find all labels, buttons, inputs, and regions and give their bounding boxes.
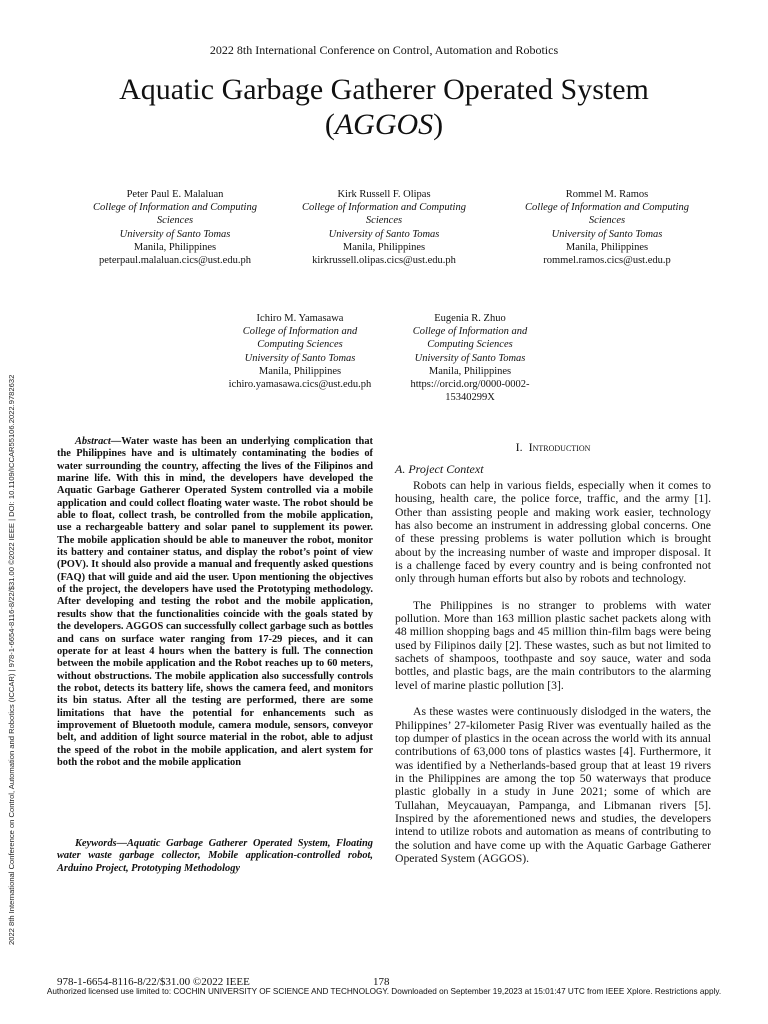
subsection-heading: A. Project Context: [395, 462, 484, 476]
doi-sidebar: 2022 8th International Conference on Control, Automation and Robotics (ICCAR) | 978-1-6654-8116-8/22/$31.00 ©2022 IEEE | DOI: 10.1109/ICCAR55106.2022.9782632: [7, 374, 16, 945]
author-email[interactable]: kirkrussell.olipas.cics@ust.edu.ph: [312, 255, 456, 267]
author-name: Peter Paul E. Malaluan: [126, 189, 224, 200]
keywords: Keywords—Aquatic Garbage Gatherer Operated System, Floating water waste garbage collector, Mobile application-controlled robot, Arduino Project, Prototyping Methodology: [57, 838, 373, 874]
author-email[interactable]: ichiro.yamasawa.cics@ust.edu.ph: [228, 379, 372, 391]
author-block: Peter Paul E. Malaluan College of Information and Computing Sciences University of Santo Tomas Manila, Philippines peterpaul.malaluan.cics@ust.edu.ph: [60, 188, 290, 267]
author-orcid-link[interactable]: https://orcid.org/0000-0002-: [410, 379, 530, 391]
author-block: Eugenia R. Zhuo College of Information and Computing Sciences University of Santo Tomas Manila, Philippines https://orcid.org/0000-0002- 15340299X: [385, 312, 555, 404]
paragraph: Robots can help in various fields, especially when it comes to housing, health care, the police force, traffic, and the army [1]. Other than assisting people and making work easier, technology has also become an instrument in addressing global concerns. One of these pressing problems is water pollution which is brought about by the increasing number of waste and improper disposal. It is a challenge faced by every country and is being confronted not only through human efforts but also by robots and technology.: [395, 479, 711, 586]
conference-name: 2022 8th International Conference on Control, Automation and Robotics: [209, 43, 559, 57]
author-orcid-link-cont[interactable]: 15340299X: [445, 392, 495, 404]
title-acronym: AGGOS: [334, 108, 434, 141]
author-block: Ichiro M. Yamasawa College of Information and Computing Sciences University of Santo Tomas Manila, Philippines ichiro.yamasawa.cics@ust.edu.ph: [215, 312, 385, 391]
title-line-2: (AGGOS): [324, 108, 444, 141]
page-number: 178: [373, 976, 390, 988]
abstract: Abstract—Water waste has been an underlying complication that the Philippines have and is ultimately contaminating the bodies of water surrounding the country, affecting the lives of the Filipinos and marine life. With this in mind, the developers have developed the Aquatic Garbage Gatherer Operated System controlled via a mobile application and could collect floating water waste. The robot should be able to float, collect trash, be controlled from the mobile application, use a rechargeable battery and solar panel to supplement its power. The mobile application should be able to maneuver the robot, monitor its battery and container status, and display the robot’s point of view (POV). It should also provide a manual and frequently asked questions (FAQ) that will guide and aid the user. Upon mentioning the objectives of the project, the developers have used the Prototyping methodology. After developing and testing the robot and the mobile application, results show that the functionalities coincide with the goals stated by the developers. AGGOS can successfully collect garbage such as bottles and cans on surface water ranging from 17-29 pieces, and it can operate for at least 4 hours when the battery is full. The connection between the mobile application and the Robot reaches up to 60 meters, without obstructions. The mobile application also successfully controls the robot, detects its battery life, shows the camera feed, and monitors its bin status. After all the testing are performed, there are some limitations that have the potential for enhancements such as improvement of Bluetooth module, camera module, sensors, conveyor belt, and addition of light source material in the robot, able to adjust the speed of the robot in the mobile application, and alert system for both the robot and the mobile application: [57, 436, 373, 768]
isbn-copyright: 978-1-6654-8116-8/22/$31.00 ©2022 IEEE: [57, 976, 250, 988]
abstract-label: Abstract: [75, 436, 111, 447]
paragraph: As these wastes were continuously dislodged in the waters, the Philippines’ 27-kilometer Pasig River was eventually hailed as the top dumper of plastics in the ocean across the world with its annual contributions of 63,000 tons of plastics wastes [4]. Furthermore, it was identified by a Netherlands-based group that at least 19 rivers in the Philippines are among the top 50 waterways that produce plastic globally in a study in June 2021; some of which are Tullahan, Meycauayan, Pampanga, and Libmanan rivers [5]. Inspired by the aforementioned news and studies, the developers intend to utilize robots and automation as means of contributing to the solution and have come up with the Aquatic Garbage Gatherer Operated System (AGGOS).: [395, 705, 711, 865]
body-text: [395, 479, 711, 878]
author-name: Kirk Russell F. Olipas: [337, 189, 431, 200]
section-heading: I. Introduction: [515, 440, 591, 454]
keywords-text: Aquatic Garbage Gatherer Operated System, Floating water waste garbage collector, Mobile application-controlled robot, Arduino Project, Prototyping Methodology: [57, 838, 373, 874]
author-block: Rommel M. Ramos College of Information and Computing Sciences University of Santo Tomas Manila, Philippines rommel.ramos.cics@ust.edu.p: [492, 188, 722, 267]
abstract-text: Water waste has been an underlying complication that the Philippines have and is ultimately contaminating the bodies of water surrounding the country, affecting the lives of the Filipinos and marine life. With this in mind, the developers have developed the Aquatic Garbage Gatherer Operated System controlled via a mobile application and could collect floating water waste. The robot should be able to float, collect trash, be controlled from the mobile application, use a rechargeable battery and solar panel to supplement its power. The mobile application should be able to maneuver the robot, monitor its battery and container status, and display the robot’s point of view (POV). It should also provide a manual and frequently asked questions (FAQ) that will guide and aid the user. Upon mentioning the objectives of the project, the developers have used the Prototyping methodology. After developing and testing the robot and the mobile application, results show that the functionalities coincide with the goals stated by the developers. AGGOS can successfully collect garbage such as bottles and cans on surface water ranging from 17-29 pieces, and it can operate for at least 4 hours when the battery is full. The connection between the mobile application and the Robot reaches up to 60 meters, without obstructions. The mobile application also successfully controls the robot, detects its battery life, shows the camera feed, and monitors its bin status. After all the testing are performed, there are some limitations that have the potential for enhancements such as improvement of Bluetooth module, camera module, sensors, conveyor belt, and addition of light source material in the robot, able to adjust the speed of the robot in the mobile application, and alert system for both the robot and the mobile application: [57, 436, 373, 768]
author-block: Kirk Russell F. Olipas College of Information and Computing Sciences University of Santo Tomas Manila, Philippines kirkrussell.olipas.cics@ust.edu.ph: [269, 188, 499, 267]
author-name: Eugenia R. Zhuo: [434, 313, 506, 324]
license-notice: Authorized licensed use limited to: COCHIN UNIVERSITY OF SCIENCE AND TECHNOLOGY. Downloaded on September 19,2023 at 15:01:47 UTC from IEEE Xplore. Restrictions apply.: [46, 987, 722, 996]
author-email[interactable]: peterpaul.malaluan.cics@ust.edu.ph: [99, 255, 251, 267]
paragraph: The Philippines is no stranger to problems with water pollution. More than 163 million plastic sachet packets along with 48 million shopping bags and 45 million thin-film bags were being used by Filipinos daily [2]. These wastes, such as but not limited to sachets of shampoos, toothpaste and soy sauce, water and soda bottles, and plastic bags, are the main contributors to the alarming level of marine plastic pollution [3].: [395, 598, 711, 692]
paper-title: [0, 72, 768, 142]
author-email[interactable]: rommel.ramos.cics@ust.edu.p: [543, 255, 671, 267]
author-name: Rommel M. Ramos: [565, 189, 649, 200]
title-line-1: Aquatic Garbage Gatherer Operated System: [119, 73, 649, 106]
section-title: Introduction: [528, 440, 591, 454]
keywords-label: Keywords: [75, 838, 117, 849]
author-name: Ichiro M. Yamasawa: [256, 313, 344, 324]
